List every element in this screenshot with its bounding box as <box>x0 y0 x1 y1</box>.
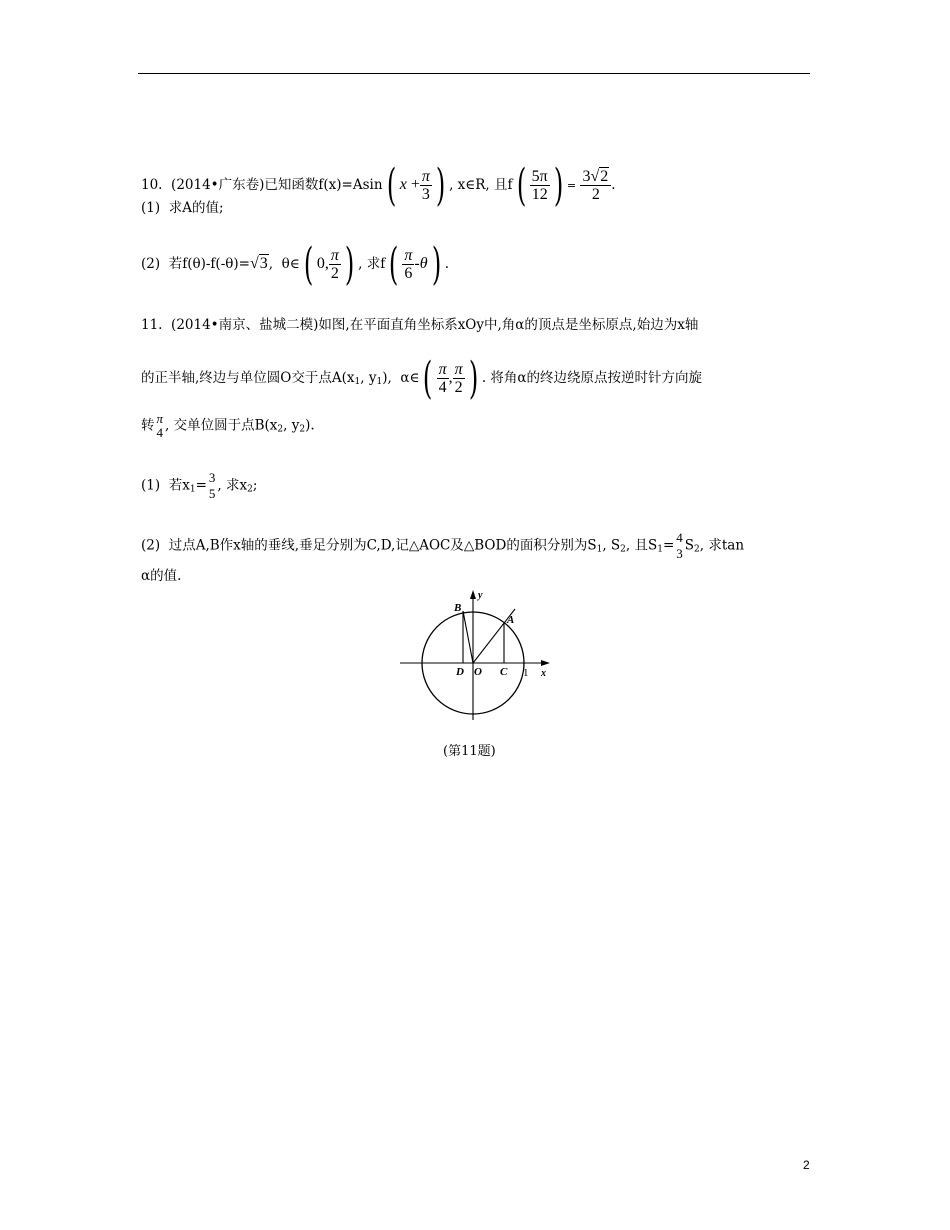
label-d: D <box>456 666 464 678</box>
q11-pi2: π <box>454 361 463 378</box>
q10-sqrt-three: 3 <box>259 255 268 272</box>
q10-equals: = <box>566 179 577 192</box>
header-rule <box>138 73 810 74</box>
q10-part1 <box>141 198 224 218</box>
q10-den-two: 2 <box>591 186 600 203</box>
q10-twelve: 12 <box>531 186 548 203</box>
label-y: y <box>478 590 483 601</box>
unit-circle-figure <box>395 585 560 725</box>
q11-p2-line2-text: α的值. <box>141 568 182 584</box>
q10-part2-f: , 求f <box>358 256 386 272</box>
q11-line2: 的正半轴,终边与单位圆O交于点$A(x_1$, $y_1$), α∈( $\frac{\pi}{4}$ , $\frac{\pi}{2}$ ) . 将角α的终边绕原点按逆时针方向旋 <box>141 352 703 404</box>
q11-p2-sub3: 1 <box>657 544 663 555</box>
q11-p2-den: 3 <box>676 546 683 561</box>
q11-line3-a: 转 <box>141 417 155 434</box>
unit-circle-svg <box>395 585 560 725</box>
q11-p2-sub2: 2 <box>620 544 626 555</box>
q11-sub-y2: 2 <box>299 424 306 435</box>
figure-caption: (第11题) <box>443 744 496 759</box>
q11-sub-x1: 1 <box>354 377 361 387</box>
q11-line2-b: , y <box>360 370 377 386</box>
q10-zero: 0, <box>316 255 329 272</box>
q11-line3-d: ). <box>305 417 315 434</box>
q10-part2-theta: , θ∈ <box>268 256 300 272</box>
q11-line3 <box>141 412 315 440</box>
q10-intro: 10. (2014•广东卷)已知函数f(x)=Asin <box>141 177 383 193</box>
q11-p1-eq: = <box>195 477 207 494</box>
q11-part1 <box>141 470 257 502</box>
q11-line2-a: 的正半轴,终边与单位圆O交于点A(x <box>141 370 355 386</box>
q10-statement: 10. (2014•广东卷)已知函数f(x)=Asin( x + $\frac{\pi}{3}$ ) , x∈R, 且f( $\frac{5\pi}{12}$ ) = $\frac{3√2}{2}$ . <box>141 159 616 211</box>
q11-p2-sub1: 1 <box>596 544 603 555</box>
q11-p1-sub: 1 <box>189 484 196 495</box>
q10-pi: π <box>421 168 430 185</box>
q11-p1-den: 5 <box>208 486 216 501</box>
q11-pi1: π <box>438 361 447 378</box>
q10-minus-theta: -θ <box>414 255 428 272</box>
q10-three: 3 <box>421 186 430 203</box>
q10-part2: (2) 若f(θ)-f(-θ)=√3, θ∈( 0, $\frac{\pi}{2}$ ) , 求f( $\frac{\pi}{6}$ -θ) . <box>141 238 450 290</box>
q11-p2-sub4: 2 <box>694 544 700 555</box>
q11-p2-e: , 求tan <box>699 537 745 554</box>
q11-line3-c: , y <box>283 417 300 434</box>
label-c: C <box>500 666 508 678</box>
page-number: 2 <box>803 1158 810 1172</box>
q11-p1-b: , 求x <box>217 477 248 494</box>
q11-p2-eq: = <box>662 537 675 554</box>
y-axis-arrow <box>470 590 476 599</box>
q10-x: x <box>399 176 407 193</box>
q10-pi-c: π <box>404 247 413 264</box>
q11-p2-d: S <box>684 537 695 554</box>
q11-line3-b: , 交单位圆于点B(x <box>165 417 278 434</box>
segment-ob <box>463 611 473 663</box>
q11-rot-four: 4 <box>156 425 163 440</box>
q10-period2: . <box>444 256 450 272</box>
q11-sub-x2: 2 <box>277 424 284 435</box>
q10-sqrt-two: 2 <box>600 168 609 185</box>
q11-p1-sub2: 2 <box>247 484 253 495</box>
q10-pi-b: π <box>330 247 339 264</box>
q10-intro-b: , x∈R, 且f <box>449 177 513 193</box>
q11-p2-b: , S <box>602 537 621 554</box>
q11-line1-text: 11. (2014•南京、盐城二模)如图,在平面直角坐标系xOy中,角α的顶点是坐标原点,始边为x轴 <box>141 317 699 333</box>
q11-rot-pi: π <box>156 411 164 426</box>
q11-part2 <box>141 530 744 562</box>
q11-part2-line2 <box>141 566 181 586</box>
q11-p1-num: 3 <box>208 470 216 485</box>
label-a: A <box>507 614 515 626</box>
q11-line1 <box>141 315 698 335</box>
q11-p2-a: (2) 过点A,B作x轴的垂线,垂足分别为C,D,记△AOC及△BOD的面积分别为S <box>141 537 597 554</box>
q11-four: 4 <box>438 379 447 396</box>
q11-p1-a: (1) 若x <box>141 477 190 494</box>
q11-p2-c: , 且S <box>625 537 658 554</box>
label-o: O <box>474 666 482 678</box>
label-one: 1 <box>523 667 529 679</box>
q10-plus: + <box>410 176 420 193</box>
label-x: x <box>541 668 546 679</box>
label-b: B <box>454 602 462 614</box>
q11-two: 2 <box>454 379 463 396</box>
q11-p2-num: 4 <box>676 530 683 545</box>
q11-sub-y1: 1 <box>376 377 383 387</box>
q11-line2-c: ), α∈ <box>382 370 420 386</box>
q10-six: 6 <box>404 265 413 282</box>
q10-two-b: 2 <box>330 265 339 282</box>
q10-period: . <box>611 177 616 193</box>
q11-line2-d: . 将角α的终边绕原点按逆时针方向旋 <box>481 370 703 386</box>
q10-part2-text: (2) 若f(θ)-f(-θ)= <box>141 256 250 272</box>
q11-p1-c: ; <box>252 477 258 494</box>
x-axis-arrow <box>541 660 550 666</box>
q10-five-pi: 5π <box>531 168 548 185</box>
q10-three-coef: 3 <box>582 168 591 185</box>
q10-part1-text: (1) 求A的值; <box>141 200 224 216</box>
